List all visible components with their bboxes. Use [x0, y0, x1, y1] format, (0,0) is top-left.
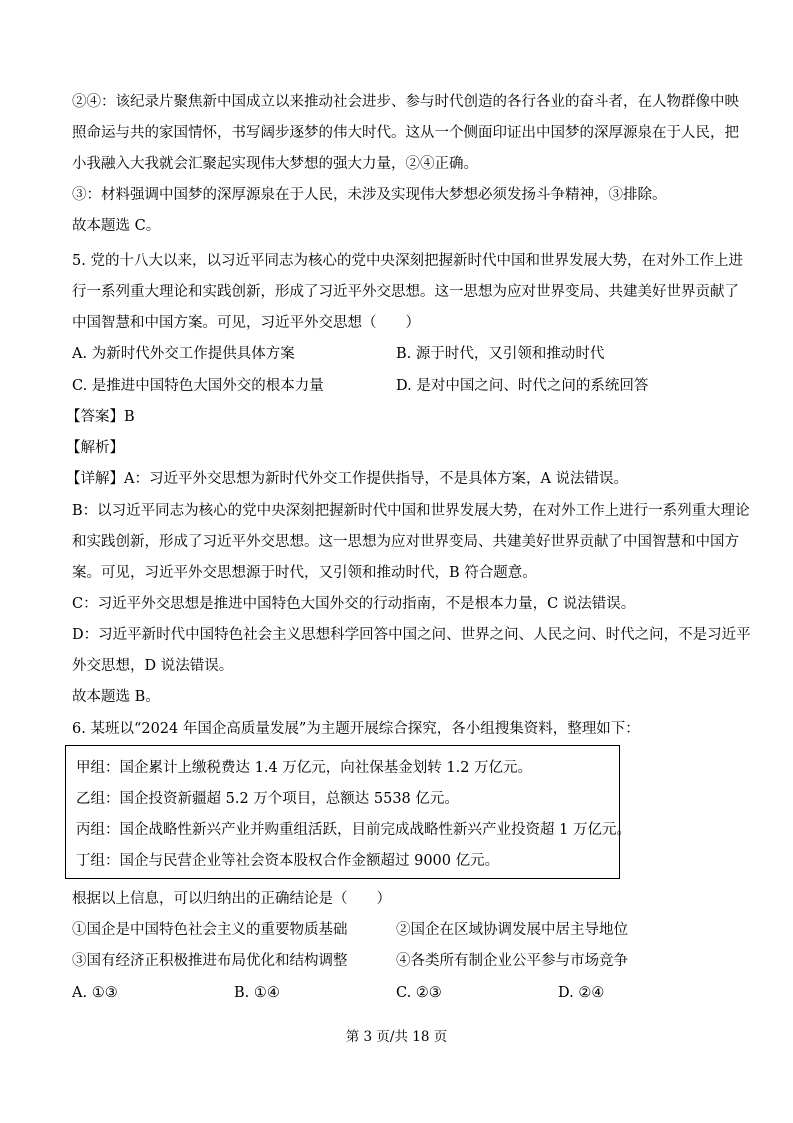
q5-detail-line-1: 【详解】A：习近平外交思想为新时代外交工作提供指导，不是具体方案，A 说法错误。: [66, 471, 629, 487]
page-footer: 第 3 页/共 18 页: [345, 1029, 448, 1045]
q5-stem-line-1: 5. 党的十八大以来，以习近平同志为核心的党中央深刻把握新时代中国和世界发展大势，在对外工作上进: [72, 253, 743, 269]
q6-group-jia: 甲组：国企累计上缴税费达 1.4 万亿元，向社保基金划转 1.2 万亿元。: [76, 760, 533, 776]
explanation-line-3: 小我融入大我就会汇聚起实现伟大梦想的强大力量，②④正确。: [72, 156, 478, 172]
q5-detail-line-6: D：习近平新时代中国特色社会主义思想科学回答中国之问、世界之问、人民之问、时代之问，不是习近平: [72, 627, 751, 643]
q6-option-a: A. ①③: [72, 985, 118, 1001]
q5-analysis-heading: 【解析】: [66, 440, 124, 456]
q5-stem-line-3: 中国智慧和中国方案。可见，习近平外交思想（ ）: [72, 315, 420, 331]
q6-statement-1: ①国企是中国特色社会主义的重要物质基础: [72, 922, 348, 938]
q6-option-b: B. ①④: [234, 985, 280, 1001]
q5-option-b: B. 源于时代，又引领和推动时代: [396, 346, 605, 362]
q5-detail-line-7: 外交思想，D 说法错误。: [72, 658, 234, 674]
q6-option-d: D. ②④: [558, 985, 605, 1001]
explanation-line-1: ②④：该纪录片聚焦新中国成立以来推动社会进步、参与时代创造的各行各业的奋斗者，在人物群像中映: [72, 94, 739, 110]
q5-option-c: C. 是推进中国特色大国外交的根本力量: [72, 378, 324, 394]
q5-stem-line-2: 行一系列重大理论和实践创新，形成了习近平外交思想。这一思想为应对世界变局、共建美好世界贡献了: [72, 284, 739, 300]
q5-detail-line-4: 案。可见，习近平外交思想源于时代，又引领和推动时代，B 符合题意。: [72, 565, 537, 581]
explanation-line-2: 照命运与共的家国情怀，书写阔步逐梦的伟大时代。这从一个侧面印证出中国梦的深厚源泉在于人民，把: [72, 125, 739, 141]
q5-option-a: A. 为新时代外交工作提供具体方案: [72, 346, 295, 362]
q6-material-box: [65, 745, 631, 879]
q6-stem: 6. 某班以“2024 年国企高质量发展”为主题开展综合探究，各小组搜集资料，整理如下：: [72, 721, 640, 737]
q5-detail-line-5: C：习近平外交思想是推进中国特色大国外交的行动指南，不是根本力量，C 说法错误。: [72, 596, 636, 612]
explanation-line-4: ③：材料强调中国梦的深厚源泉在于人民，未涉及实现伟大梦想必须发扬斗争精神，③排除。: [72, 187, 667, 203]
q5-answer: 【答案】B: [66, 409, 135, 425]
q5-conclusion: 故本题选 B。: [72, 689, 160, 705]
q5-detail-line-3: 和实践创新，形成了习近平外交思想。这一思想为应对世界变局、共建美好世界贡献了中国智慧和中国方: [72, 534, 739, 550]
q6-group-bing: 丙组：国企战略性新兴产业并购重组活跃，目前完成战略性新兴产业投资超 1 万亿元。: [76, 822, 631, 838]
q5-detail-line-2: B：以习近平同志为核心的党中央深刻把握新时代中国和世界发展大势，在对外工作上进行一系列重大理论: [72, 503, 750, 519]
q6-question: 根据以上信息，可以归纳出的正确结论是（ ）: [72, 891, 391, 907]
explanation-conclusion: 故本题选 C。: [72, 218, 161, 234]
q6-option-c: C. ②③: [396, 985, 442, 1001]
q6-statement-2: ②国企在区域协调发展中居主导地位: [396, 922, 628, 938]
q6-statement-4: ④各类所有制企业公平参与市场竞争: [396, 953, 628, 969]
q6-group-yi: 乙组：国企投资新疆超 5.2 万个项目，总额达 5538 亿元。: [76, 791, 459, 807]
q6-group-ding: 丁组：国企与民营企业等社会资本股权合作金额超过 9000 亿元。: [76, 853, 500, 869]
q6-statement-3: ③国有经济正积极推进布局优化和结构调整: [72, 953, 348, 969]
q5-option-d: D. 是对中国之问、时代之问的系统回答: [396, 378, 649, 394]
